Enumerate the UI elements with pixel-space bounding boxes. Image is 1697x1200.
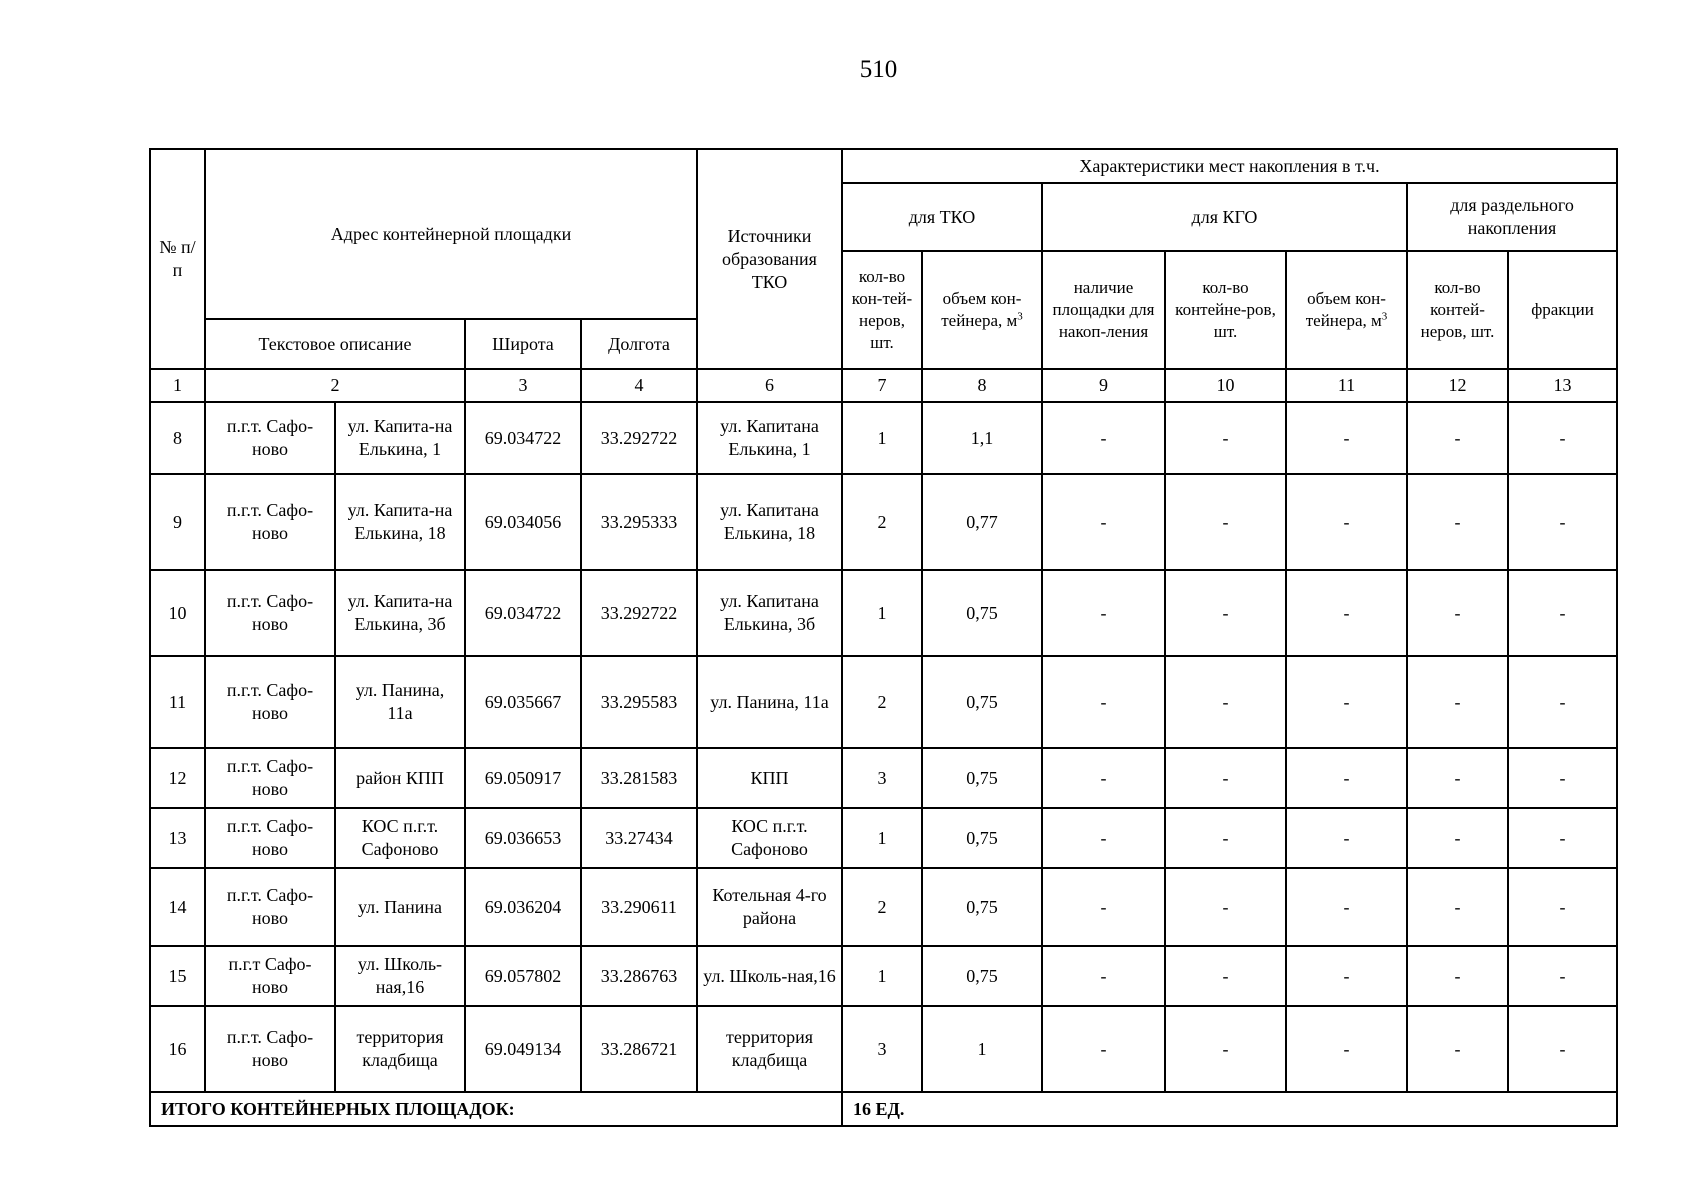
col-number: 13: [1508, 369, 1617, 402]
cell-settlement: п.г.т Сафо-ново: [205, 946, 335, 1006]
cell-separate-count: -: [1407, 1006, 1508, 1092]
cell-settlement: п.г.т. Сафо-ново: [205, 808, 335, 868]
col-number: 7: [842, 369, 922, 402]
cell-tko-count: 3: [842, 1006, 922, 1092]
header-sep-count: кол-во контей-неров, шт.: [1407, 251, 1508, 369]
cell-settlement: п.г.т. Сафо-ново: [205, 1006, 335, 1092]
cell-number: 14: [150, 868, 205, 946]
cell-longitude: 33.292722: [581, 570, 697, 656]
cell-separate-count: -: [1407, 570, 1508, 656]
header-kgo-count: кол-во контейне-ров, шт.: [1165, 251, 1286, 369]
table-row: [150, 1006, 1617, 1092]
cell-longitude: 33.290611: [581, 868, 697, 946]
cell-fractions: -: [1508, 748, 1617, 808]
table-row: [150, 656, 1617, 748]
table-row: [150, 868, 1617, 946]
cell-longitude: 33.286763: [581, 946, 697, 1006]
cell-tko-volume: 1,1: [922, 402, 1042, 474]
cell-street: ул. Школь-ная,16: [335, 946, 465, 1006]
cell-tko-volume: 0,75: [922, 868, 1042, 946]
header-address: Адрес контейнерной площадки: [205, 149, 697, 319]
cubic-superscript: 3: [1017, 310, 1023, 323]
cell-tko-volume: 0,77: [922, 474, 1042, 570]
table-row: [150, 570, 1617, 656]
cell-latitude: 69.034056: [465, 474, 581, 570]
table-row: [150, 946, 1617, 1006]
cell-fractions: -: [1508, 570, 1617, 656]
cell-kgo-count: -: [1165, 1006, 1286, 1092]
header-separate: для раздельного накопления: [1407, 183, 1617, 251]
cell-number: 12: [150, 748, 205, 808]
cell-fractions: -: [1508, 474, 1617, 570]
cell-separate-count: -: [1407, 868, 1508, 946]
cell-longitude: 33.281583: [581, 748, 697, 808]
cell-kgo-count: -: [1165, 946, 1286, 1006]
cell-source: КОС п.г.т. Сафоново: [697, 808, 842, 868]
cell-tko-count: 2: [842, 474, 922, 570]
cell-source: ул. Капитана Елькина, 3б: [697, 570, 842, 656]
header-kgo: для КГО: [1042, 183, 1407, 251]
cell-separate-count: -: [1407, 402, 1508, 474]
cell-kgo-volume: -: [1286, 656, 1407, 748]
cell-separate-count: -: [1407, 748, 1508, 808]
cell-kgo-area: -: [1042, 868, 1165, 946]
cell-separate-count: -: [1407, 946, 1508, 1006]
cell-kgo-count: -: [1165, 656, 1286, 748]
cell-source: ул. Школь-ная,16: [697, 946, 842, 1006]
cell-tko-volume: 0,75: [922, 748, 1042, 808]
header-kgo-area: наличие площадки для накоп-ления: [1042, 251, 1165, 369]
cell-number: 10: [150, 570, 205, 656]
cell-longitude: 33.292722: [581, 402, 697, 474]
header-characteristics: Характеристики мест накопления в т.ч.: [842, 149, 1617, 183]
cell-kgo-volume: -: [1286, 402, 1407, 474]
header-text-desc: Текстовое описание: [205, 319, 465, 369]
cell-tko-count: 1: [842, 808, 922, 868]
cell-kgo-volume: -: [1286, 946, 1407, 1006]
cell-number: 8: [150, 402, 205, 474]
cell-latitude: 69.049134: [465, 1006, 581, 1092]
header-num: № п/п: [150, 149, 205, 369]
cell-longitude: 33.295333: [581, 474, 697, 570]
col-number: 9: [1042, 369, 1165, 402]
total-value: 16 ЕД.: [842, 1092, 1617, 1126]
cubic-superscript: 3: [1381, 310, 1388, 323]
cell-kgo-volume: -: [1286, 1006, 1407, 1092]
cell-kgo-area: -: [1042, 402, 1165, 474]
cell-separate-count: -: [1407, 808, 1508, 868]
cell-kgo-volume: -: [1286, 474, 1407, 570]
header-kgo-volume-text: объем кон-тейнера, м: [1305, 289, 1386, 330]
table-row: [150, 402, 1617, 474]
cell-kgo-area: -: [1042, 748, 1165, 808]
cell-street: КОС п.г.т. Сафоново: [335, 808, 465, 868]
cell-kgo-volume: -: [1286, 868, 1407, 946]
cell-number: 13: [150, 808, 205, 868]
cell-tko-count: 1: [842, 402, 922, 474]
column-number-row: [150, 369, 1617, 402]
total-label: ИТОГО КОНТЕЙНЕРНЫХ ПЛОЩАДОК:: [150, 1092, 842, 1126]
cell-source: ул. Капитана Елькина, 1: [697, 402, 842, 474]
cell-kgo-volume: -: [1286, 808, 1407, 868]
cell-fractions: -: [1508, 808, 1617, 868]
cell-latitude: 69.036653: [465, 808, 581, 868]
cell-kgo-count: -: [1165, 868, 1286, 946]
cell-fractions: -: [1508, 402, 1617, 474]
col-number: 12: [1407, 369, 1508, 402]
cell-settlement: п.г.т. Сафо-ново: [205, 868, 335, 946]
col-number: 2: [205, 369, 465, 402]
cell-fractions: -: [1508, 868, 1617, 946]
cell-latitude: 69.050917: [465, 748, 581, 808]
header-kgo-volume: [1286, 251, 1407, 369]
cell-kgo-count: -: [1165, 748, 1286, 808]
cell-source: ул. Капитана Елькина, 18: [697, 474, 842, 570]
cell-kgo-area: -: [1042, 808, 1165, 868]
cell-longitude: 33.295583: [581, 656, 697, 748]
cell-kgo-volume: -: [1286, 748, 1407, 808]
cell-tko-volume: 0,75: [922, 570, 1042, 656]
cell-tko-volume: 0,75: [922, 656, 1042, 748]
cell-longitude: 33.286721: [581, 1006, 697, 1092]
cell-kgo-volume: -: [1286, 570, 1407, 656]
cell-fractions: -: [1508, 1006, 1617, 1092]
cell-kgo-count: -: [1165, 402, 1286, 474]
cell-kgo-count: -: [1165, 474, 1286, 570]
cell-kgo-area: -: [1042, 656, 1165, 748]
cell-kgo-count: -: [1165, 570, 1286, 656]
header-sources: Источники образования ТКО: [697, 149, 842, 369]
header-tko: для ТКО: [842, 183, 1042, 251]
header-tko-count: кол-во кон-тей-неров, шт.: [842, 251, 922, 369]
cell-settlement: п.г.т. Сафо-ново: [205, 474, 335, 570]
cell-source: Котельная 4-го района: [697, 868, 842, 946]
cell-tko-count: 2: [842, 656, 922, 748]
header-row-1: [150, 149, 1617, 183]
cell-separate-count: -: [1407, 656, 1508, 748]
cell-fractions: -: [1508, 946, 1617, 1006]
table-row: [150, 748, 1617, 808]
cell-tko-volume: 0,75: [922, 946, 1042, 1006]
cell-tko-volume: 1: [922, 1006, 1042, 1092]
page-number: 510: [859, 56, 898, 83]
cell-latitude: 69.034722: [465, 402, 581, 474]
cell-kgo-area: -: [1042, 474, 1165, 570]
cell-tko-count: 3: [842, 748, 922, 808]
container-sites-table: [149, 148, 1618, 1127]
cell-tko-count: 1: [842, 946, 922, 1006]
cell-settlement: п.г.т. Сафо-ново: [205, 656, 335, 748]
cell-number: 15: [150, 946, 205, 1006]
cell-kgo-count: -: [1165, 808, 1286, 868]
cell-kgo-area: -: [1042, 1006, 1165, 1092]
col-number: 11: [1286, 369, 1407, 402]
cell-source: ул. Панина, 11а: [697, 656, 842, 748]
cell-latitude: 69.036204: [465, 868, 581, 946]
cell-fractions: -: [1508, 656, 1617, 748]
cell-latitude: 69.057802: [465, 946, 581, 1006]
cell-number: 16: [150, 1006, 205, 1092]
table-row: [150, 474, 1617, 570]
cell-settlement: п.г.т. Сафо-ново: [205, 570, 335, 656]
cell-street: ул. Капита-на Елькина, 3б: [335, 570, 465, 656]
cell-tko-volume: 0,75: [922, 808, 1042, 868]
col-number: 6: [697, 369, 842, 402]
col-number: 1: [150, 369, 205, 402]
cell-street: район КПП: [335, 748, 465, 808]
cell-latitude: 69.034722: [465, 570, 581, 656]
col-number: 10: [1165, 369, 1286, 402]
col-number: 4: [581, 369, 697, 402]
cell-street: ул. Панина: [335, 868, 465, 946]
cell-tko-count: 1: [842, 570, 922, 656]
cell-street: ул. Панина, 11а: [335, 656, 465, 748]
header-lat: Широта: [465, 319, 581, 369]
table-row: [150, 808, 1617, 868]
cell-longitude: 33.27434: [581, 808, 697, 868]
header-tko-volume-text: объем кон-тейнера, м: [941, 289, 1022, 330]
cell-source: КПП: [697, 748, 842, 808]
col-number: 3: [465, 369, 581, 402]
header-lon: Долгота: [581, 319, 697, 369]
cell-street: ул. Капита-на Елькина, 1: [335, 402, 465, 474]
cell-settlement: п.г.т. Сафо-ново: [205, 748, 335, 808]
col-number: 8: [922, 369, 1042, 402]
cell-street: ул. Капита-на Елькина, 18: [335, 474, 465, 570]
cell-separate-count: -: [1407, 474, 1508, 570]
cell-settlement: п.г.т. Сафо-ново: [205, 402, 335, 474]
cell-street: территория кладбища: [335, 1006, 465, 1092]
cell-kgo-area: -: [1042, 946, 1165, 1006]
header-fractions: фракции: [1508, 251, 1617, 369]
cell-latitude: 69.035667: [465, 656, 581, 748]
total-row: [150, 1092, 1617, 1126]
cell-number: 11: [150, 656, 205, 748]
cell-tko-count: 2: [842, 868, 922, 946]
cell-kgo-area: -: [1042, 570, 1165, 656]
header-tko-volume: [922, 251, 1042, 369]
cell-number: 9: [150, 474, 205, 570]
cell-source: территория кладбища: [697, 1006, 842, 1092]
